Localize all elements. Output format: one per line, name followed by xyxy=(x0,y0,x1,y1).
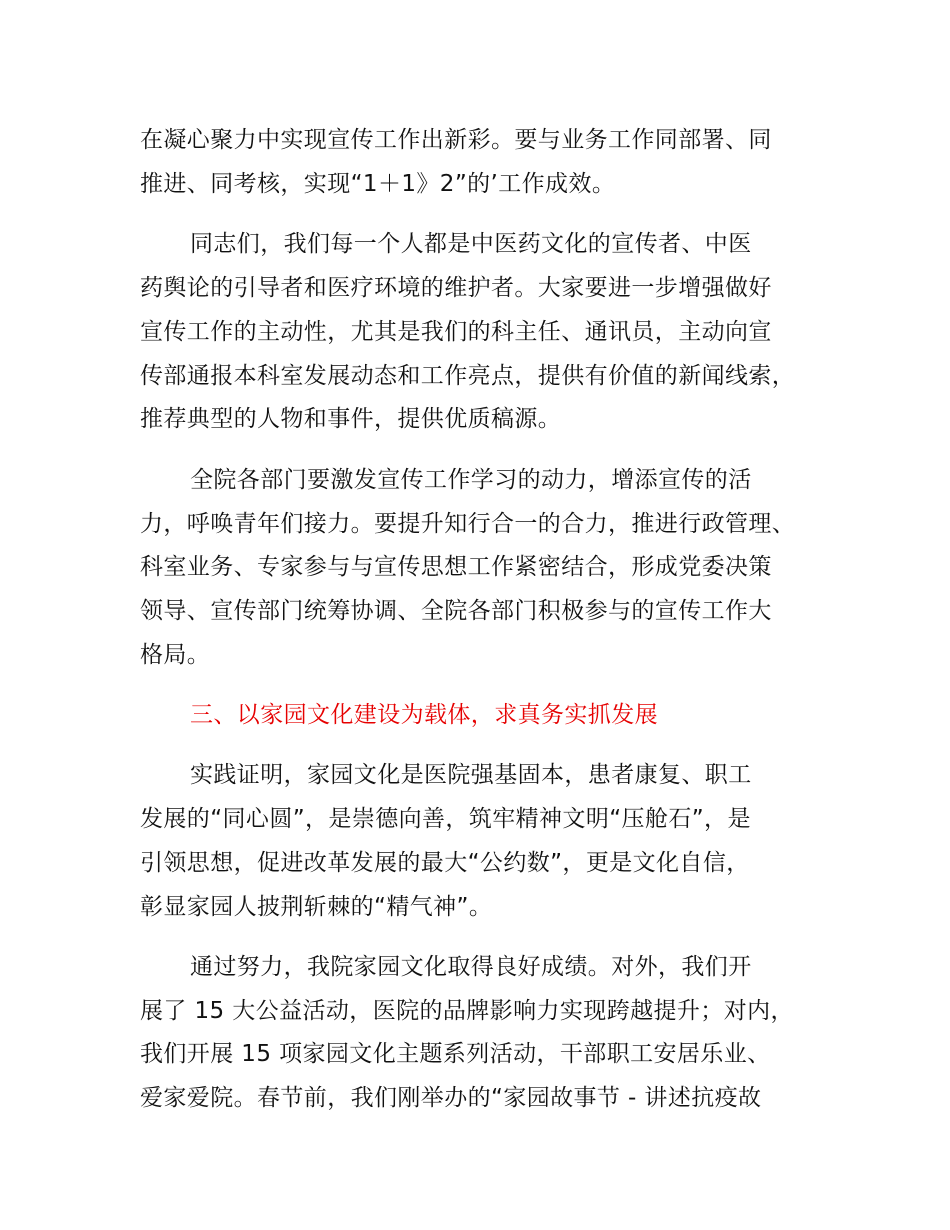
paragraph-line: 彰显家园人披荆斩棘的“精气神”。 xyxy=(140,894,493,920)
paragraph-line: 在凝心聚力中实现宣传工作出新彩。要与业务工作同部署、同 xyxy=(140,127,772,153)
paragraph-line: 科室业务、专家参与与宣传思想工作紧密结合，形成党委决策 xyxy=(140,554,772,580)
paragraph-line: 爱家爱院。春节前，我们刚举办的“家园故事节 - 讲述抗疫故 xyxy=(140,1085,762,1111)
paragraph-line: 传部通报本科室发展动态和工作亮点，提供有价值的新闻线索， xyxy=(140,363,796,389)
paragraph-line: 药舆论的引导者和医疗环境的维护者。大家要进一步增强做好 xyxy=(140,275,772,301)
paragraph-line: 力，呼唤青年们接力。要提升知行合一的合力，推进行政管理、 xyxy=(140,511,796,537)
paragraph-line: 全院各部门要激发宣传工作学习的动力，增添宣传的活 xyxy=(190,467,752,493)
paragraph-line: 通过努力，我院家园文化取得良好成绩。对外，我们开 xyxy=(190,954,752,980)
paragraph-line: 宣传工作的主动性，尤其是我们的科主任、通讯员，主动向宣 xyxy=(140,319,772,345)
paragraph-line: 同志们，我们每一个人都是中医药文化的宣传者、中医 xyxy=(190,231,752,257)
paragraph-line: 发展的“同心圆”，是崇德向善，筑牢精神文明“压舱石”，是 xyxy=(140,806,751,832)
paragraph-line: 推进、同考核，实现“1＋1》2”的’工作成效。 xyxy=(140,171,616,197)
section-heading: 三、以家园文化建设为载体，求真务实抓发展 xyxy=(190,702,658,728)
paragraph-line: 格局。 xyxy=(140,642,211,668)
paragraph-line: 展了 15 大公益活动，医院的品牌影响力实现跨越提升；对内， xyxy=(140,998,794,1024)
paragraph-line: 领导、宣传部门统筹协调、全院各部门积极参与的宣传工作大 xyxy=(140,598,772,624)
paragraph-line: 我们开展 15 项家园文化主题系列活动，干部职工安居乐业、 xyxy=(140,1041,771,1067)
paragraph-line: 引领思想，促进改革发展的最大“公约数”，更是文化自信， xyxy=(140,850,750,876)
paragraph-line: 实践证明，家园文化是医院强基固本，患者康复、职工 xyxy=(190,762,752,788)
paragraph-line: 推荐典型的人物和事件，提供优质稿源。 xyxy=(140,406,562,432)
